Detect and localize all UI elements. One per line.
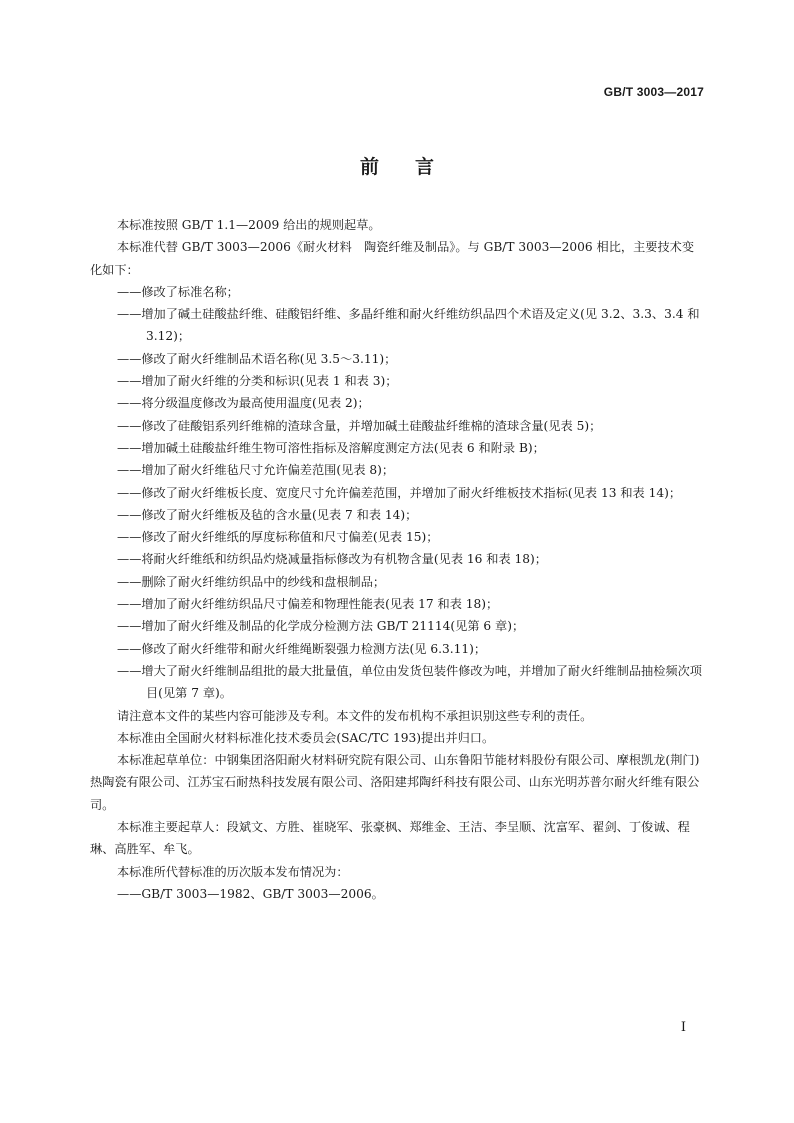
- body-text: [90, 214, 706, 905]
- list-item: ——将耐火纤维纸和纺织品灼烧减量指标修改为有机物含量(见表 16 和表 18)；: [117, 552, 547, 567]
- list-item: ——增加碱土硅酸盐纤维生物可溶性指标及溶解度测定方法(见表 6 和附录 B)；: [117, 440, 545, 455]
- paragraph: 请注意本文件的某些内容可能涉及专利。本文件的发布机构不承担识别这些专利的责任。: [117, 708, 593, 723]
- list-item: ——增大了耐火纤维制品组批的最大批量值，单位由发货包装件修改为吨，并增加了耐火纤维制品抽检频次项目(见第 7 章)。: [117, 663, 702, 701]
- list-item: ——修改了耐火纤维带和耐火纤维绳断裂强力检测方法(见 6.3.11)；: [117, 641, 487, 656]
- paragraph: 本标准由全国耐火材料标准化技术委员会(SAC/TC 193)提出并归口。: [117, 730, 495, 745]
- list-item: ——修改了耐火纤维板及毡的含水量(见表 7 和表 14)；: [117, 507, 418, 522]
- list-item: ——增加了耐火纤维毡尺寸允许偏差范围(见表 8)；: [117, 463, 395, 478]
- list-item: ——修改了耐火纤维板长度、宽度尺寸允许偏差范围，并增加了耐火纤维板技术指标(见表 13 和表 14)；: [117, 485, 682, 500]
- list-item: ——增加了耐火纤维及制品的化学成分检测方法 GB/T 21114(见第 6 章)；: [117, 619, 525, 634]
- list-item: ——修改了标准名称；: [117, 284, 239, 299]
- changes-list: [90, 281, 706, 705]
- paragraph: 本标准主要起草人：段斌文、方胜、崔晓军、张豪枫、郑维金、王洁、李呈顺、沈富军、翟剑、丁俊诚、程琳、高胜军、牟飞。: [90, 820, 690, 857]
- list-item: ——GB/T 3003—1982、GB/T 3003—2006。: [117, 886, 384, 901]
- paragraph: 本标准代替 GB/T 3003—2006《耐火材料 陶瓷纤维及制品》。与 GB/T 3003—2006 相比，主要技术变化如下：: [90, 240, 695, 277]
- list-item: ——删除了耐火纤维纺织品中的纱线和盘根制品；: [117, 574, 386, 589]
- list-item: ——增加了碱土硅酸盐纤维、硅酸铝纤维、多晶纤维和耐火纤维纺织品四个术语及定义(见 3.2、3.3、3.4 和 3.12)；: [117, 307, 700, 344]
- list-item: ——修改了耐火纤维制品术语名称(见 3.5～3.11)；: [117, 351, 397, 366]
- list-item: ——修改了耐火纤维纸的厚度标称值和尺寸偏差(见表 15)；: [117, 530, 439, 545]
- list-item: ——增加了耐火纤维纺织品尺寸偏差和物理性能表(见表 17 和表 18)；: [117, 597, 499, 612]
- page-title: 前言: [359, 156, 470, 178]
- paragraph: 本标准所代替标准的历次版本发布情况为：: [117, 864, 349, 879]
- paragraph: 本标准按照 GB/T 1.1—2009 给出的规则起草。: [117, 218, 381, 232]
- list-item: ——修改了硅酸铝系列纤维棉的渣球含量，并增加碱土硅酸盐纤维棉的渣球含量(见表 5)；: [117, 418, 602, 433]
- list-item: ——将分级温度修改为最高使用温度(见表 2)；: [117, 396, 370, 411]
- list-item: ——增加了耐火纤维的分类和标识(见表 1 和表 3)；: [117, 374, 398, 389]
- paragraph: 本标准起草单位：中钢集团洛阳耐火材料研究院有限公司、山东鲁阳节能材料股份有限公司、摩根凯龙(荆门)热陶瓷有限公司、江苏宝石耐热科技发展有限公司、洛阳建邦陶纤科技有限公司、山东光明苏普尔耐火纤维有限公司。: [90, 753, 700, 812]
- page-number: I: [680, 1020, 686, 1035]
- standard-code: GB/T 3003—2017: [603, 85, 704, 99]
